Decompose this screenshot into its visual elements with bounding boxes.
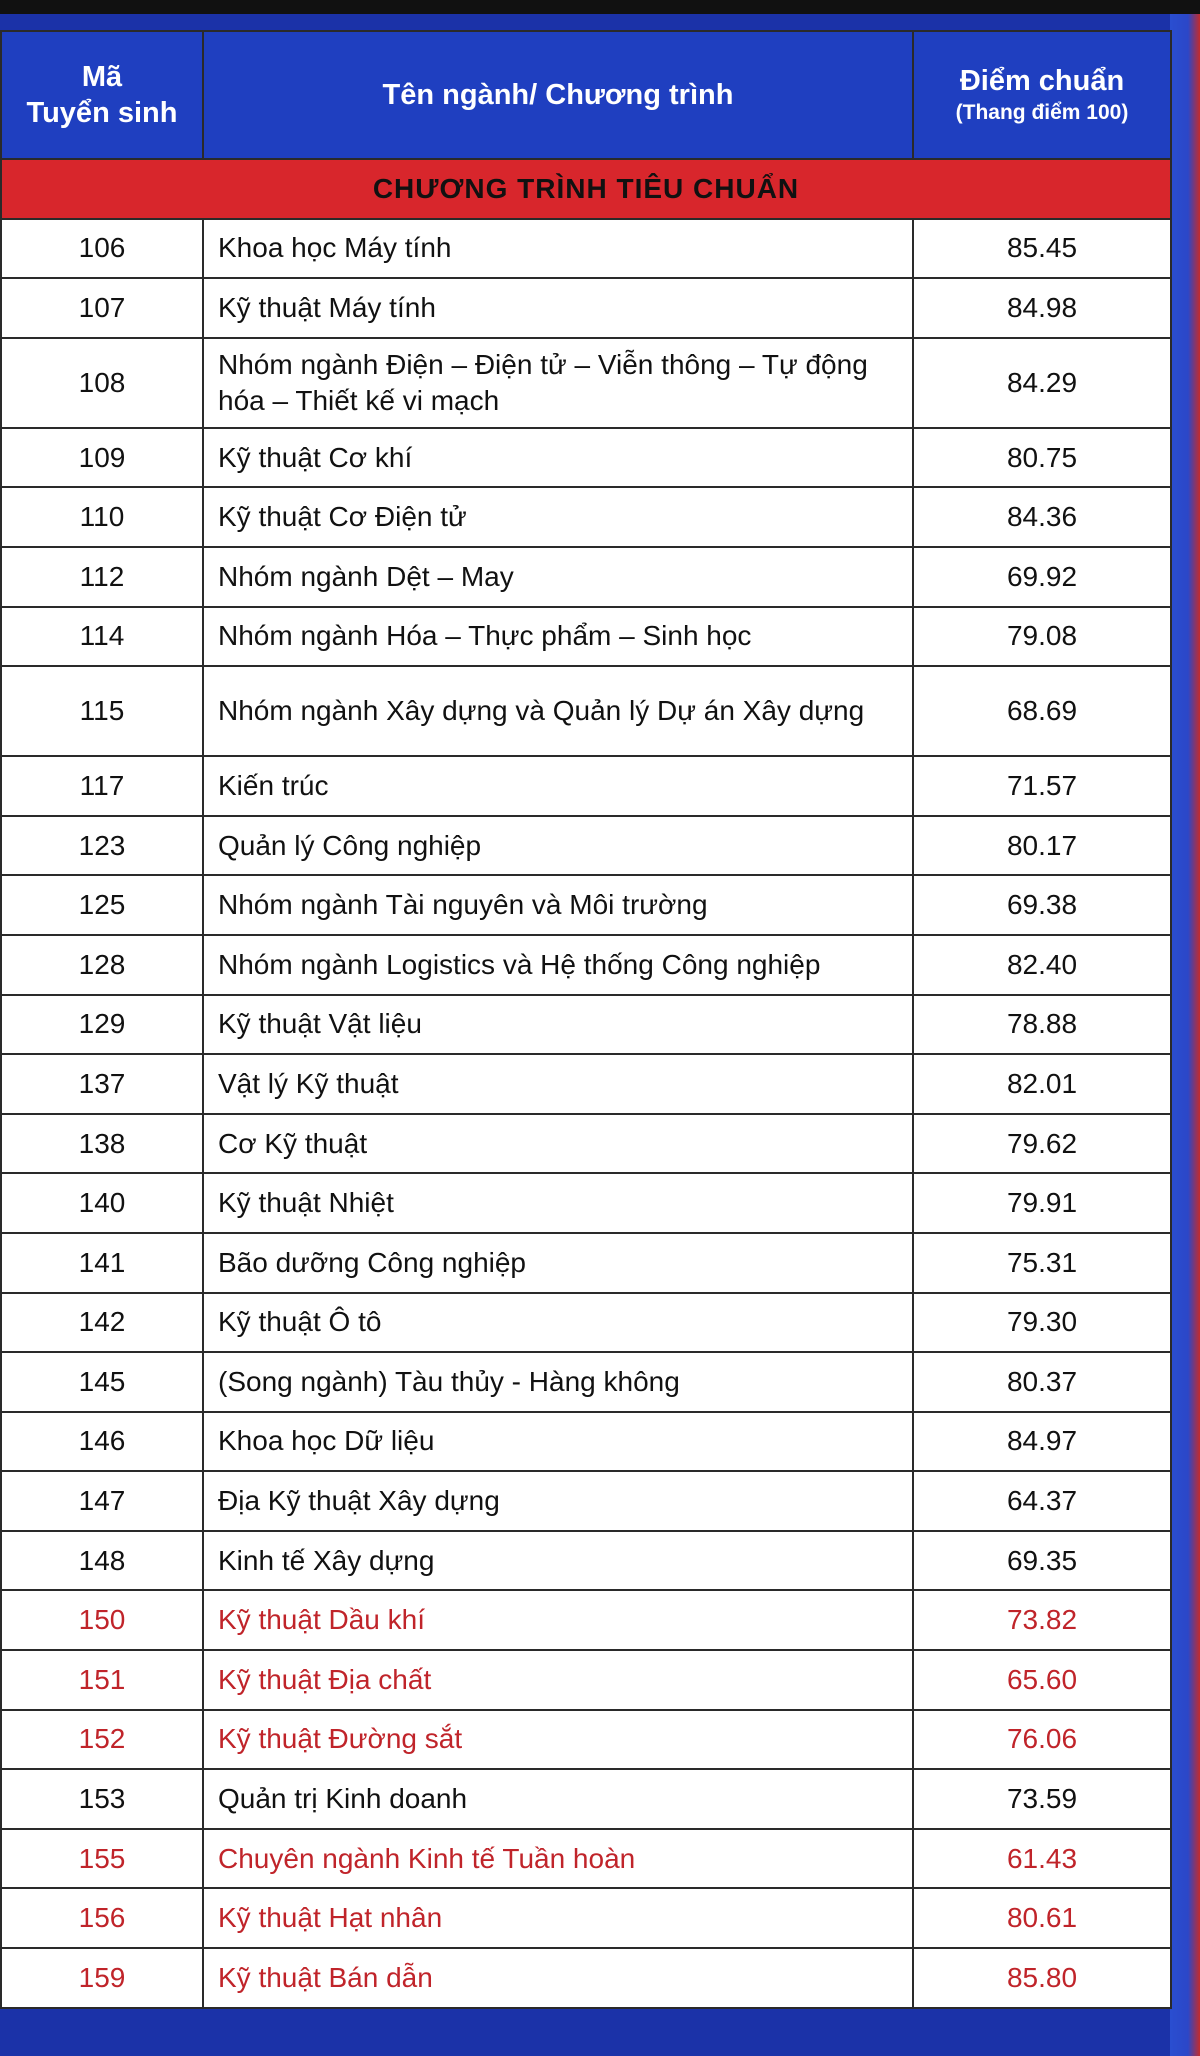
row-name: Kinh tế Xây dựng: [203, 1531, 913, 1591]
row-code: 106: [1, 219, 203, 279]
table-row: [1, 278, 1171, 338]
row-code: 148: [1, 1531, 203, 1591]
row-name: Kỹ thuật Máy tính: [203, 278, 913, 338]
row-code: 147: [1, 1471, 203, 1531]
row-code: 146: [1, 1412, 203, 1472]
table-row: [1, 1293, 1171, 1353]
row-score: 79.62: [913, 1114, 1171, 1174]
table-row: [1, 607, 1171, 667]
row-score: 80.61: [913, 1888, 1171, 1948]
section-row: [1, 159, 1171, 219]
admission-score-table: [0, 30, 1172, 2009]
row-name: Quản trị Kinh doanh: [203, 1769, 913, 1829]
decorative-edge: [1170, 14, 1200, 2056]
table-row: [1, 1352, 1171, 1412]
row-code: 155: [1, 1829, 203, 1889]
row-score: 85.80: [913, 1948, 1171, 2008]
row-code: 150: [1, 1590, 203, 1650]
row-score: 80.75: [913, 428, 1171, 488]
row-code: 145: [1, 1352, 203, 1412]
row-score: 78.88: [913, 995, 1171, 1055]
table-row: [1, 1829, 1171, 1889]
header-score: [913, 31, 1171, 159]
header-score-label: Điểm chuẩn: [959, 65, 1125, 97]
table-row: [1, 756, 1171, 816]
section-title: CHƯƠNG TRÌNH TIÊU CHUẨN: [1, 159, 1171, 219]
row-code: 153: [1, 1769, 203, 1829]
table-row: [1, 547, 1171, 607]
row-code: 109: [1, 428, 203, 488]
row-score: 84.36: [913, 487, 1171, 547]
row-score: 76.06: [913, 1710, 1171, 1770]
table-row: [1, 816, 1171, 876]
row-name: Vật lý Kỹ thuật: [203, 1054, 913, 1114]
table-row: [1, 1590, 1171, 1650]
row-name: Quản lý Công nghiệp: [203, 816, 913, 876]
row-score: 71.57: [913, 756, 1171, 816]
row-name: Kỹ thuật Dầu khí: [203, 1590, 913, 1650]
row-name: Kỹ thuật Nhiệt: [203, 1173, 913, 1233]
table-header-row: [1, 31, 1171, 159]
table-row: [1, 1054, 1171, 1114]
row-code: 114: [1, 607, 203, 667]
row-code: 156: [1, 1888, 203, 1948]
row-score: 73.82: [913, 1590, 1171, 1650]
header-score-sub: (Thang điểm 100): [955, 101, 1129, 124]
header-code-label-1: Mã: [81, 61, 123, 93]
row-name: Địa Kỹ thuật Xây dựng: [203, 1471, 913, 1531]
row-code: 112: [1, 547, 203, 607]
row-name: (Song ngành) Tàu thủy - Hàng không: [203, 1352, 913, 1412]
top-bar: [0, 0, 1200, 14]
row-score: 69.92: [913, 547, 1171, 607]
table-row: [1, 1412, 1171, 1472]
row-name: Chuyên ngành Kinh tế Tuần hoàn: [203, 1829, 913, 1889]
table-row: [1, 666, 1171, 756]
row-score: 65.60: [913, 1650, 1171, 1710]
table-row: [1, 428, 1171, 488]
row-code: 137: [1, 1054, 203, 1114]
row-name: Kỹ thuật Cơ khí: [203, 428, 913, 488]
row-code: 110: [1, 487, 203, 547]
row-name: Nhóm ngành Hóa – Thực phẩm – Sinh học: [203, 607, 913, 667]
row-score: 75.31: [913, 1233, 1171, 1293]
row-name: Nhóm ngành Điện – Điện tử – Viễn thông – Tự động hóa – Thiết kế vi mạch: [203, 338, 913, 428]
row-score: 64.37: [913, 1471, 1171, 1531]
row-code: 128: [1, 935, 203, 995]
row-name: Khoa học Dữ liệu: [203, 1412, 913, 1472]
row-code: 125: [1, 875, 203, 935]
row-score: 61.43: [913, 1829, 1171, 1889]
table-row: [1, 995, 1171, 1055]
table-row: [1, 1888, 1171, 1948]
row-score: 69.35: [913, 1531, 1171, 1591]
table-row: [1, 1114, 1171, 1174]
row-name: Kỹ thuật Bán dẫn: [203, 1948, 913, 2008]
header-code-label-2: Tuyển sinh: [26, 97, 178, 129]
row-score: 84.29: [913, 338, 1171, 428]
row-score: 80.17: [913, 816, 1171, 876]
row-score: 84.97: [913, 1412, 1171, 1472]
row-score: 80.37: [913, 1352, 1171, 1412]
row-name: Kỹ thuật Cơ Điện tử: [203, 487, 913, 547]
row-score: 82.01: [913, 1054, 1171, 1114]
row-name: Cơ Kỹ thuật: [203, 1114, 913, 1174]
row-name: Kỹ thuật Địa chất: [203, 1650, 913, 1710]
row-name: Nhóm ngành Xây dựng và Quản lý Dự án Xây dựng: [203, 666, 913, 756]
row-code: 140: [1, 1173, 203, 1233]
row-code: 142: [1, 1293, 203, 1353]
row-code: 129: [1, 995, 203, 1055]
row-name: Kỹ thuật Ô tô: [203, 1293, 913, 1353]
row-score: 69.38: [913, 875, 1171, 935]
row-name: Kỹ thuật Hạt nhân: [203, 1888, 913, 1948]
row-score: 68.69: [913, 666, 1171, 756]
row-code: 141: [1, 1233, 203, 1293]
row-name: Nhóm ngành Logistics và Hệ thống Công nghiệp: [203, 935, 913, 995]
row-score: 73.59: [913, 1769, 1171, 1829]
row-code: 108: [1, 338, 203, 428]
table-row: [1, 1948, 1171, 2008]
table-row: [1, 1769, 1171, 1829]
row-code: 152: [1, 1710, 203, 1770]
row-score: 84.98: [913, 278, 1171, 338]
table-row: [1, 1471, 1171, 1531]
row-code: 123: [1, 816, 203, 876]
row-score: 79.91: [913, 1173, 1171, 1233]
row-score: 79.30: [913, 1293, 1171, 1353]
table-row: [1, 487, 1171, 547]
row-name: Khoa học Máy tính: [203, 219, 913, 279]
row-name: Kỹ thuật Vật liệu: [203, 995, 913, 1055]
row-score: 85.45: [913, 219, 1171, 279]
header-name: Tên ngành/ Chương trình: [203, 31, 913, 159]
row-code: 159: [1, 1948, 203, 2008]
row-code: 138: [1, 1114, 203, 1174]
row-name: Kỹ thuật Đường sắt: [203, 1710, 913, 1770]
row-code: 115: [1, 666, 203, 756]
row-code: 117: [1, 756, 203, 816]
table-row: [1, 935, 1171, 995]
row-code: 107: [1, 278, 203, 338]
row-name: Nhóm ngành Tài nguyên và Môi trường: [203, 875, 913, 935]
table-row: [1, 338, 1171, 428]
table-row: [1, 875, 1171, 935]
row-name: Kiến trúc: [203, 756, 913, 816]
table-row: [1, 1710, 1171, 1770]
table-row: [1, 1650, 1171, 1710]
row-score: 79.08: [913, 607, 1171, 667]
table-row: [1, 1233, 1171, 1293]
table-row: [1, 219, 1171, 279]
row-name: Bão dưỡng Công nghiệp: [203, 1233, 913, 1293]
table-row: [1, 1173, 1171, 1233]
row-score: 82.40: [913, 935, 1171, 995]
header-code: [1, 31, 203, 159]
row-code: 151: [1, 1650, 203, 1710]
table-row: [1, 1531, 1171, 1591]
row-name: Nhóm ngành Dệt – May: [203, 547, 913, 607]
